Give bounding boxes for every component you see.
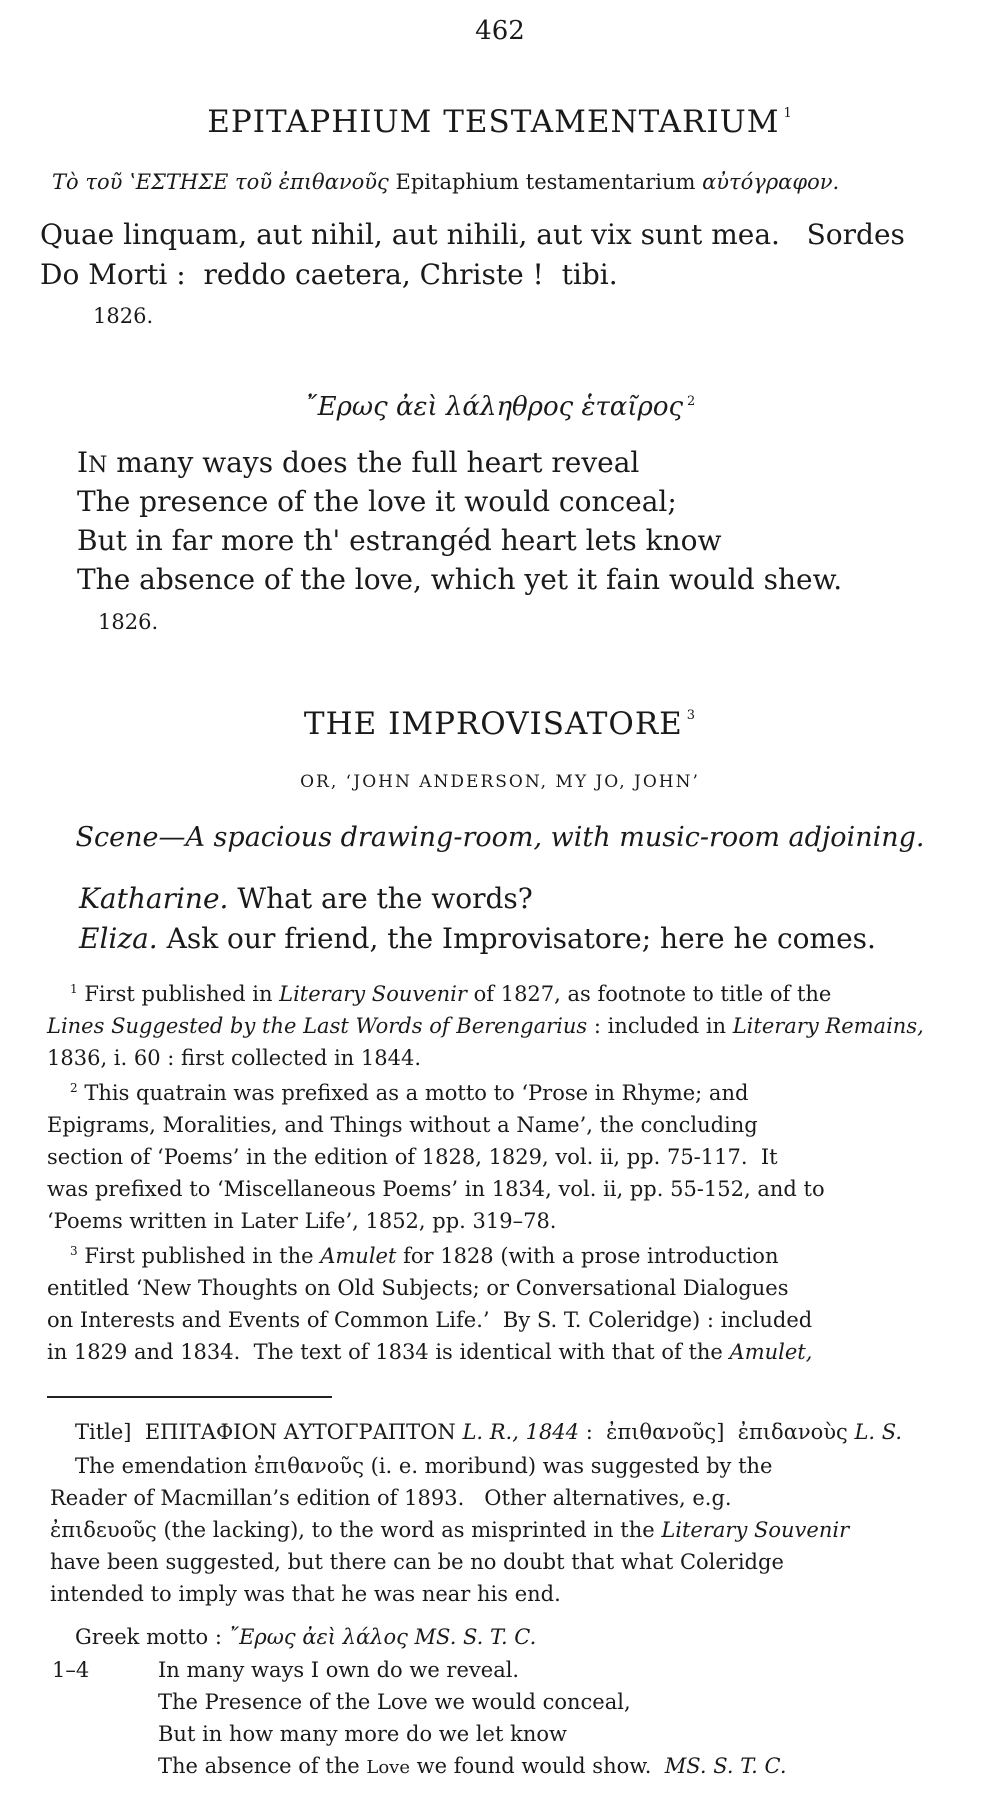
- apparatus-title-line: [75, 1420, 902, 1444]
- fn1-italic-souvenir: Literary Souvenir: [279, 982, 467, 1006]
- fn3-text-b: for 1828 (with a prose introduction: [396, 1244, 779, 1268]
- ms-line-4: [158, 1754, 787, 1778]
- app-title-d: L. S.: [854, 1420, 903, 1444]
- speaker-katharine: Katharine.: [79, 882, 229, 915]
- motto-label: Greek motto :: [75, 1625, 229, 1649]
- improvisatore-subtitle: OR, ‘JOHN ANDERSON, MY JO, JOHN’: [300, 772, 700, 792]
- epitaph-line-1: Quae linquam, aut nihil, aut nihili, aut vix sunt mea. Sordes: [40, 218, 905, 251]
- fn3-text-c: in 1829 and 1834. The text of 1834 is identical with that of the: [47, 1340, 730, 1364]
- dialogue-eliza: [79, 922, 876, 955]
- footnote-2-line-2: Epigrams, Moralities, and Things without a Name’, the concluding: [47, 1113, 758, 1137]
- greek-heading-pre: Τὸ τοῦ ʽΕΣΤΗΣΕ τοῦ ἐπιθανοῦς: [52, 170, 389, 194]
- fn1-italic-remains: Literary Remains,: [732, 1014, 924, 1038]
- footnote-2-line-1: [70, 1081, 748, 1105]
- scene-line: Scene—A spacious drawing-room, with music-room adjoining.: [75, 822, 925, 853]
- greek-heading-post: αὐτόγραφον.: [702, 170, 840, 194]
- footnote-3-mark: 3: [70, 1244, 78, 1258]
- eros-line-4: The absence of the love, which yet it fain would shew.: [77, 563, 843, 596]
- footnote-2-line-4: was prefixed to ‘Miscellaneous Poems’ in 1834, vol. ii, pp. 55-152, and to: [47, 1177, 825, 1201]
- fn1-text-b: of 1827, as footnote to title of the: [466, 982, 832, 1006]
- fn3-text-a: First published in the: [77, 1244, 321, 1268]
- epitaph-line-2: Do Morti : reddo caetera, Christe ! tibi.: [40, 258, 618, 291]
- footnote-2-line-5: ‘Poems written in Later Life’, 1852, pp. 319–78.: [47, 1209, 557, 1233]
- page-number: 462: [475, 16, 525, 46]
- footnote-3-line-4: [47, 1340, 812, 1364]
- eros-line-2: The presence of the love it would conceal;: [77, 485, 677, 518]
- epitaphium-title-text: EPITAPHIUM TESTAMENTARIUM: [207, 104, 780, 140]
- app-title-b: L. R., 1844: [462, 1420, 580, 1444]
- ms-l4-ms: MS. S. T. C.: [664, 1754, 787, 1778]
- footnote-3-line-2: entitled ‘New Thoughts on Old Subjects; or Conversational Dialogues: [47, 1276, 789, 1300]
- speaker-eliza: Eliza.: [79, 922, 158, 955]
- eros-initial-rest: N: [88, 453, 108, 478]
- emendation-line-5: intended to imply was that he was near his end.: [50, 1582, 561, 1606]
- footnote-1-mark: 1: [70, 982, 78, 996]
- epitaph-date: 1826.: [93, 304, 154, 328]
- ms-lines-label: 1–4: [52, 1658, 90, 1682]
- greek-heading: [52, 170, 839, 194]
- fn2-line-1-text: This quatrain was prefixed as a motto to ‘Prose in Rhyme; and: [77, 1081, 749, 1105]
- footnote-1-line-1: [70, 982, 831, 1006]
- eros-line-3: But in far more th' estrangéd heart lets know: [77, 524, 722, 557]
- ms-line-1: In many ways I own do we reveal.: [158, 1658, 520, 1682]
- ms-line-3: But in how many more do we let know: [158, 1722, 567, 1746]
- motto-text: ῎Ερως ἀεὶ λάλος MS. S. T. C.: [228, 1625, 537, 1649]
- footnote-ref-1: 1: [783, 106, 793, 121]
- ms-l4-love: Love: [366, 1757, 410, 1778]
- improvisatore-title: [0, 706, 1000, 742]
- eros-line-1-rest: many ways does the full heart reveal: [107, 446, 640, 479]
- fn1-text-c: : included in: [587, 1014, 733, 1038]
- footnote-3-line-3: on Interests and Events of Common Life.’ By S. T. Coleridge) : included: [47, 1308, 813, 1332]
- footnote-2-mark: 2: [70, 1081, 78, 1095]
- fn1-italic-lines: Lines Suggested by the Last Words of Berengarius: [47, 1014, 588, 1038]
- footnote-ref-2: 2: [687, 394, 696, 409]
- footnote-ref-3: 3: [686, 708, 697, 723]
- improvisatore-title-text: THE IMPROVISATORE: [303, 706, 683, 742]
- emendation-line-2: Reader of Macmillan’s edition of 1893. Other alternatives, e.g.: [50, 1486, 732, 1510]
- eros-title-text: ῎Ερως ἀεὶ λάληθρος ἑταῖρος: [304, 392, 684, 422]
- emendation-line-1: The emendation ἐπιθανοῦς (i. e. moribund) was suggested by the: [75, 1454, 773, 1478]
- fn3-italic-amulet: Amulet: [320, 1244, 397, 1268]
- footnote-2-line-3: section of ‘Poems’ in the edition of 1828, 1829, vol. ii, pp. 75-117. It: [47, 1145, 778, 1169]
- footnote-rule: [47, 1396, 332, 1398]
- ms-line-2: The Presence of the Love we would conceal,: [158, 1690, 631, 1714]
- emendation-line-4: have been suggested, but there can be no doubt that what Coleridge: [50, 1550, 784, 1574]
- emend-l3-a: ἐπιδευοῦς (the lacking), to the word as misprinted in the: [50, 1518, 662, 1542]
- eros-title: [0, 392, 1000, 422]
- eros-date: 1826.: [98, 610, 159, 634]
- greek-motto-line: [75, 1625, 536, 1649]
- epitaphium-title: [0, 104, 1000, 140]
- footnote-1-line-3: 1836, i. 60 : first collected in 1844.: [47, 1046, 421, 1070]
- dialogue-katharine: [79, 882, 533, 915]
- fn3-italic-amulet-2: Amulet,: [729, 1340, 813, 1364]
- app-title-c: : ἐπιθανοῦς] ἐπιδανοὺς: [579, 1420, 855, 1444]
- speech-katharine: What are the words?: [228, 882, 533, 915]
- emend-l3-italic: Literary Souvenir: [661, 1518, 850, 1542]
- ms-l4-b: we found would show.: [409, 1754, 665, 1778]
- app-title-a: Title] ΕΠΙΤΑΦΙΟΝ ΑΥΤΟΓΡΑΠΤΟΝ: [75, 1420, 463, 1444]
- footnote-1-line-2: [47, 1014, 924, 1038]
- speech-eliza: Ask our friend, the Improvisatore; here he comes.: [157, 922, 876, 955]
- ms-l4-a: The absence of the: [158, 1754, 367, 1778]
- emendation-line-3: [50, 1518, 849, 1542]
- eros-initial: I: [77, 446, 89, 479]
- eros-line-1: [77, 446, 639, 479]
- footnote-3-line-1: [70, 1244, 778, 1268]
- fn1-text-a: First published in: [77, 982, 280, 1006]
- greek-heading-mid: Epitaphium testamentarium: [395, 170, 696, 194]
